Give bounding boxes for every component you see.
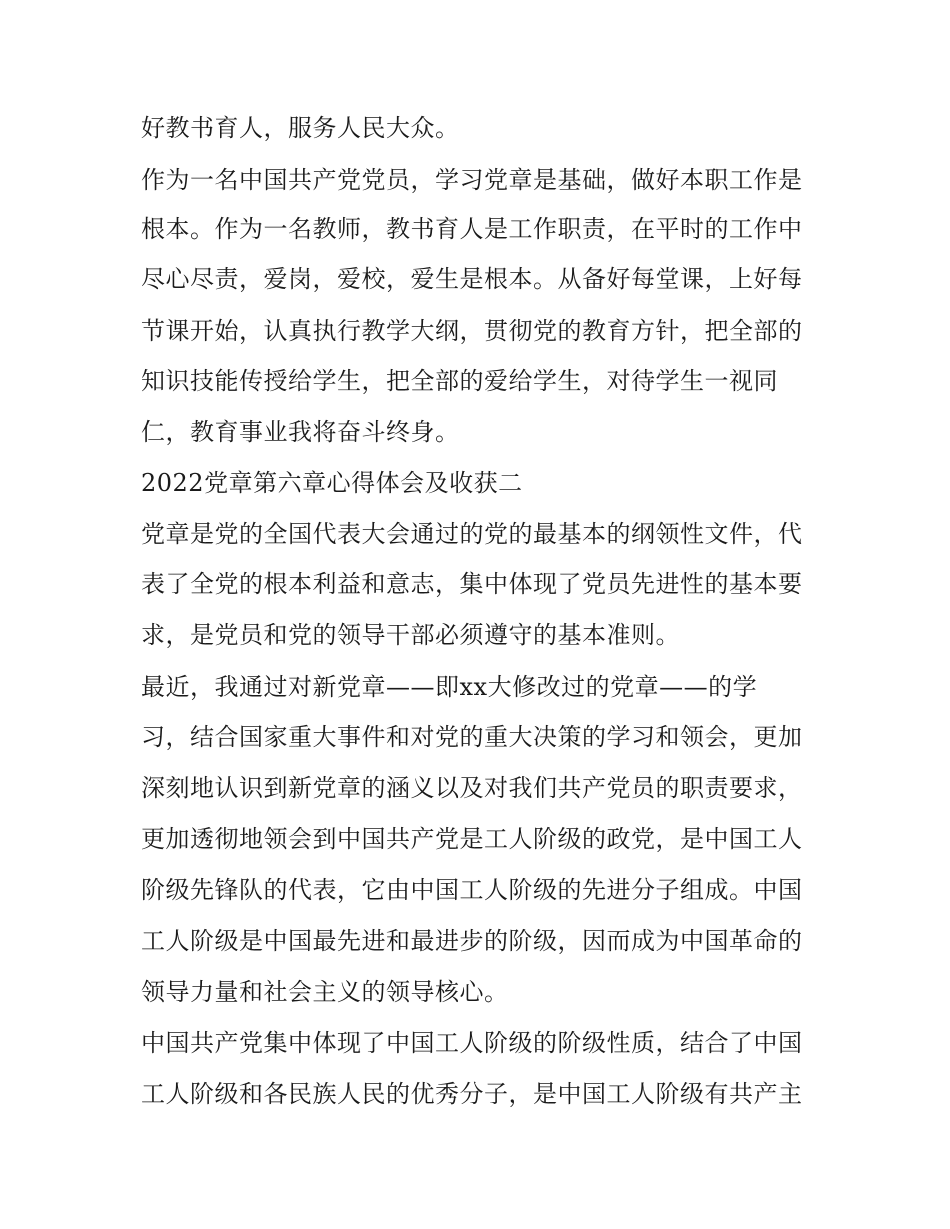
text-line: 习，结合国家重大事件和对党的重大决策的学习和领会，更加 <box>141 723 803 751</box>
text-line: 最近，我通过对新党章——即xx大修改过的党章——的学 <box>141 673 758 701</box>
text-line: 求，是党员和党的领导干部必须遵守的基本准则。 <box>141 621 680 649</box>
text-line: 表了全党的根本利益和意志，集中体现了党员先进性的基本要 <box>141 570 803 598</box>
text-line: 阶级先锋队的代表，它由中国工人阶级的先进分子组成。中国 <box>141 876 803 904</box>
text-line: 工人阶级是中国最先进和最进步的阶级，因而成为中国革命的 <box>141 927 803 955</box>
text-line: 领导力量和社会主义的领导核心。 <box>141 978 509 1006</box>
text-line: 更加透彻地领会到中国共产党是工人阶级的政党，是中国工人 <box>141 825 803 853</box>
section-heading: 2022党章第六章心得体会及收获二 <box>141 469 523 497</box>
text-line: 仁，教育事业我将奋斗终身。 <box>141 418 460 446</box>
text-line: 深刻地认识到新党章的涵义以及对我们共产党员的职责要求， <box>141 774 803 802</box>
text-line: 中国共产党集中体现了中国工人阶级的阶级性质，结合了中国 <box>141 1029 803 1057</box>
text-line: 作为一名中国共产党党员，学习党章是基础，做好本职工作是 <box>141 166 803 194</box>
text-line: 根本。作为一名教师，教书育人是工作职责，在平时的工作中 <box>141 215 803 243</box>
text-line: 知识技能传授给学生，把全部的爱给学生，对待学生一视同 <box>141 367 778 395</box>
text-line: 工人阶级和各民族人民的优秀分子，是中国工人阶级有共产主 <box>141 1080 803 1108</box>
text-line: 好教书育人，服务人民大众。 <box>141 114 460 142</box>
text-line: 党章是党的全国代表大会通过的党的最基本的纲领性文件，代 <box>141 520 803 548</box>
text-line: 节课开始，认真执行教学大纲，贯彻党的教育方针，把全部的 <box>141 317 803 345</box>
text-line: 尽心尽责，爱岗，爱校，爱生是根本。从备好每堂课，上好每 <box>141 265 803 293</box>
